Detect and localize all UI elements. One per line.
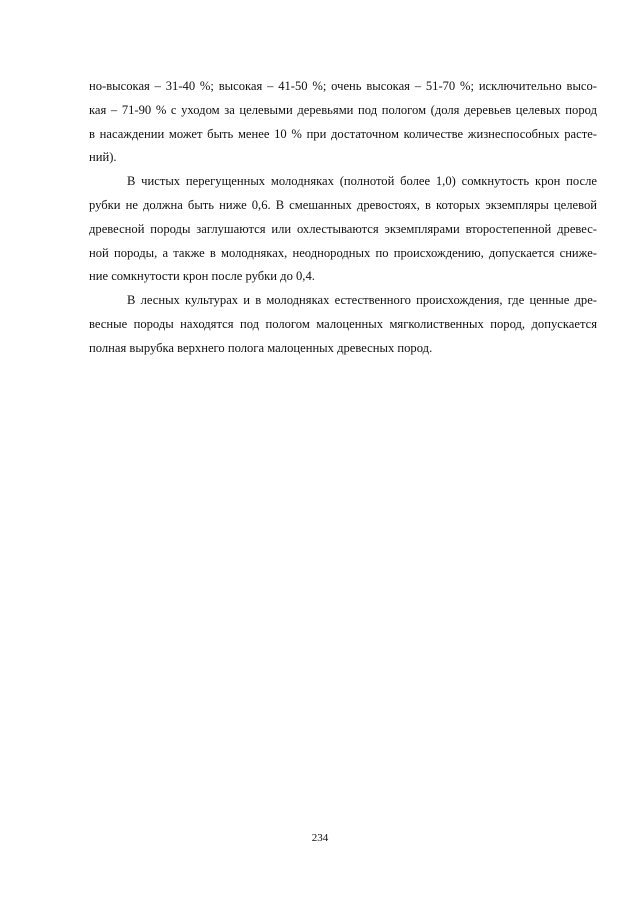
text-line: кая – 71-90 % с уходом за целевыми деревьями под пологом (доля деревьев целевых пород: [89, 102, 597, 117]
text-line: В лесных культурах и в молодняках естественного происхождения, где ценные дре-: [127, 293, 597, 308]
text-line: в насаждении может быть менее 10 % при достаточном количестве жизнеспособных расте-: [89, 126, 597, 141]
paragraph-forest-cultures: [89, 289, 597, 360]
paragraph-overstocked-stands: [89, 170, 597, 289]
text-line: ние сомкнутости крон после рубки до 0,4.: [89, 269, 315, 284]
text-line: древесной породы заглушаются или охлестываются экземплярами второстепенной древес-: [89, 221, 597, 236]
text-line: весные породы находятся под пологом малоценных мягколиственных пород, допускается: [89, 316, 597, 331]
text-line: В чистых перегущенных молодняках (полнотой более 1,0) сомкнутость крон после: [127, 174, 597, 189]
text-line: но-высокая – 31-40 %; высокая – 41-50 %; очень высокая – 51-70 %; исключительно высо-: [89, 79, 597, 93]
body-text: [89, 75, 597, 361]
text-line: полная вырубка верхнего полога малоценных древесных пород.: [89, 340, 433, 355]
page-number: 234: [311, 832, 329, 844]
text-line: ной породы, а также в молодняках, неоднородных по происхождению, допускается сниже-: [89, 245, 597, 260]
text-line: рубки не должна быть ниже 0,6. В смешанных древостоях, в которых экземпляры целевой: [89, 197, 597, 212]
text-line: ний).: [89, 150, 117, 165]
paragraph-continuation: [89, 75, 597, 170]
